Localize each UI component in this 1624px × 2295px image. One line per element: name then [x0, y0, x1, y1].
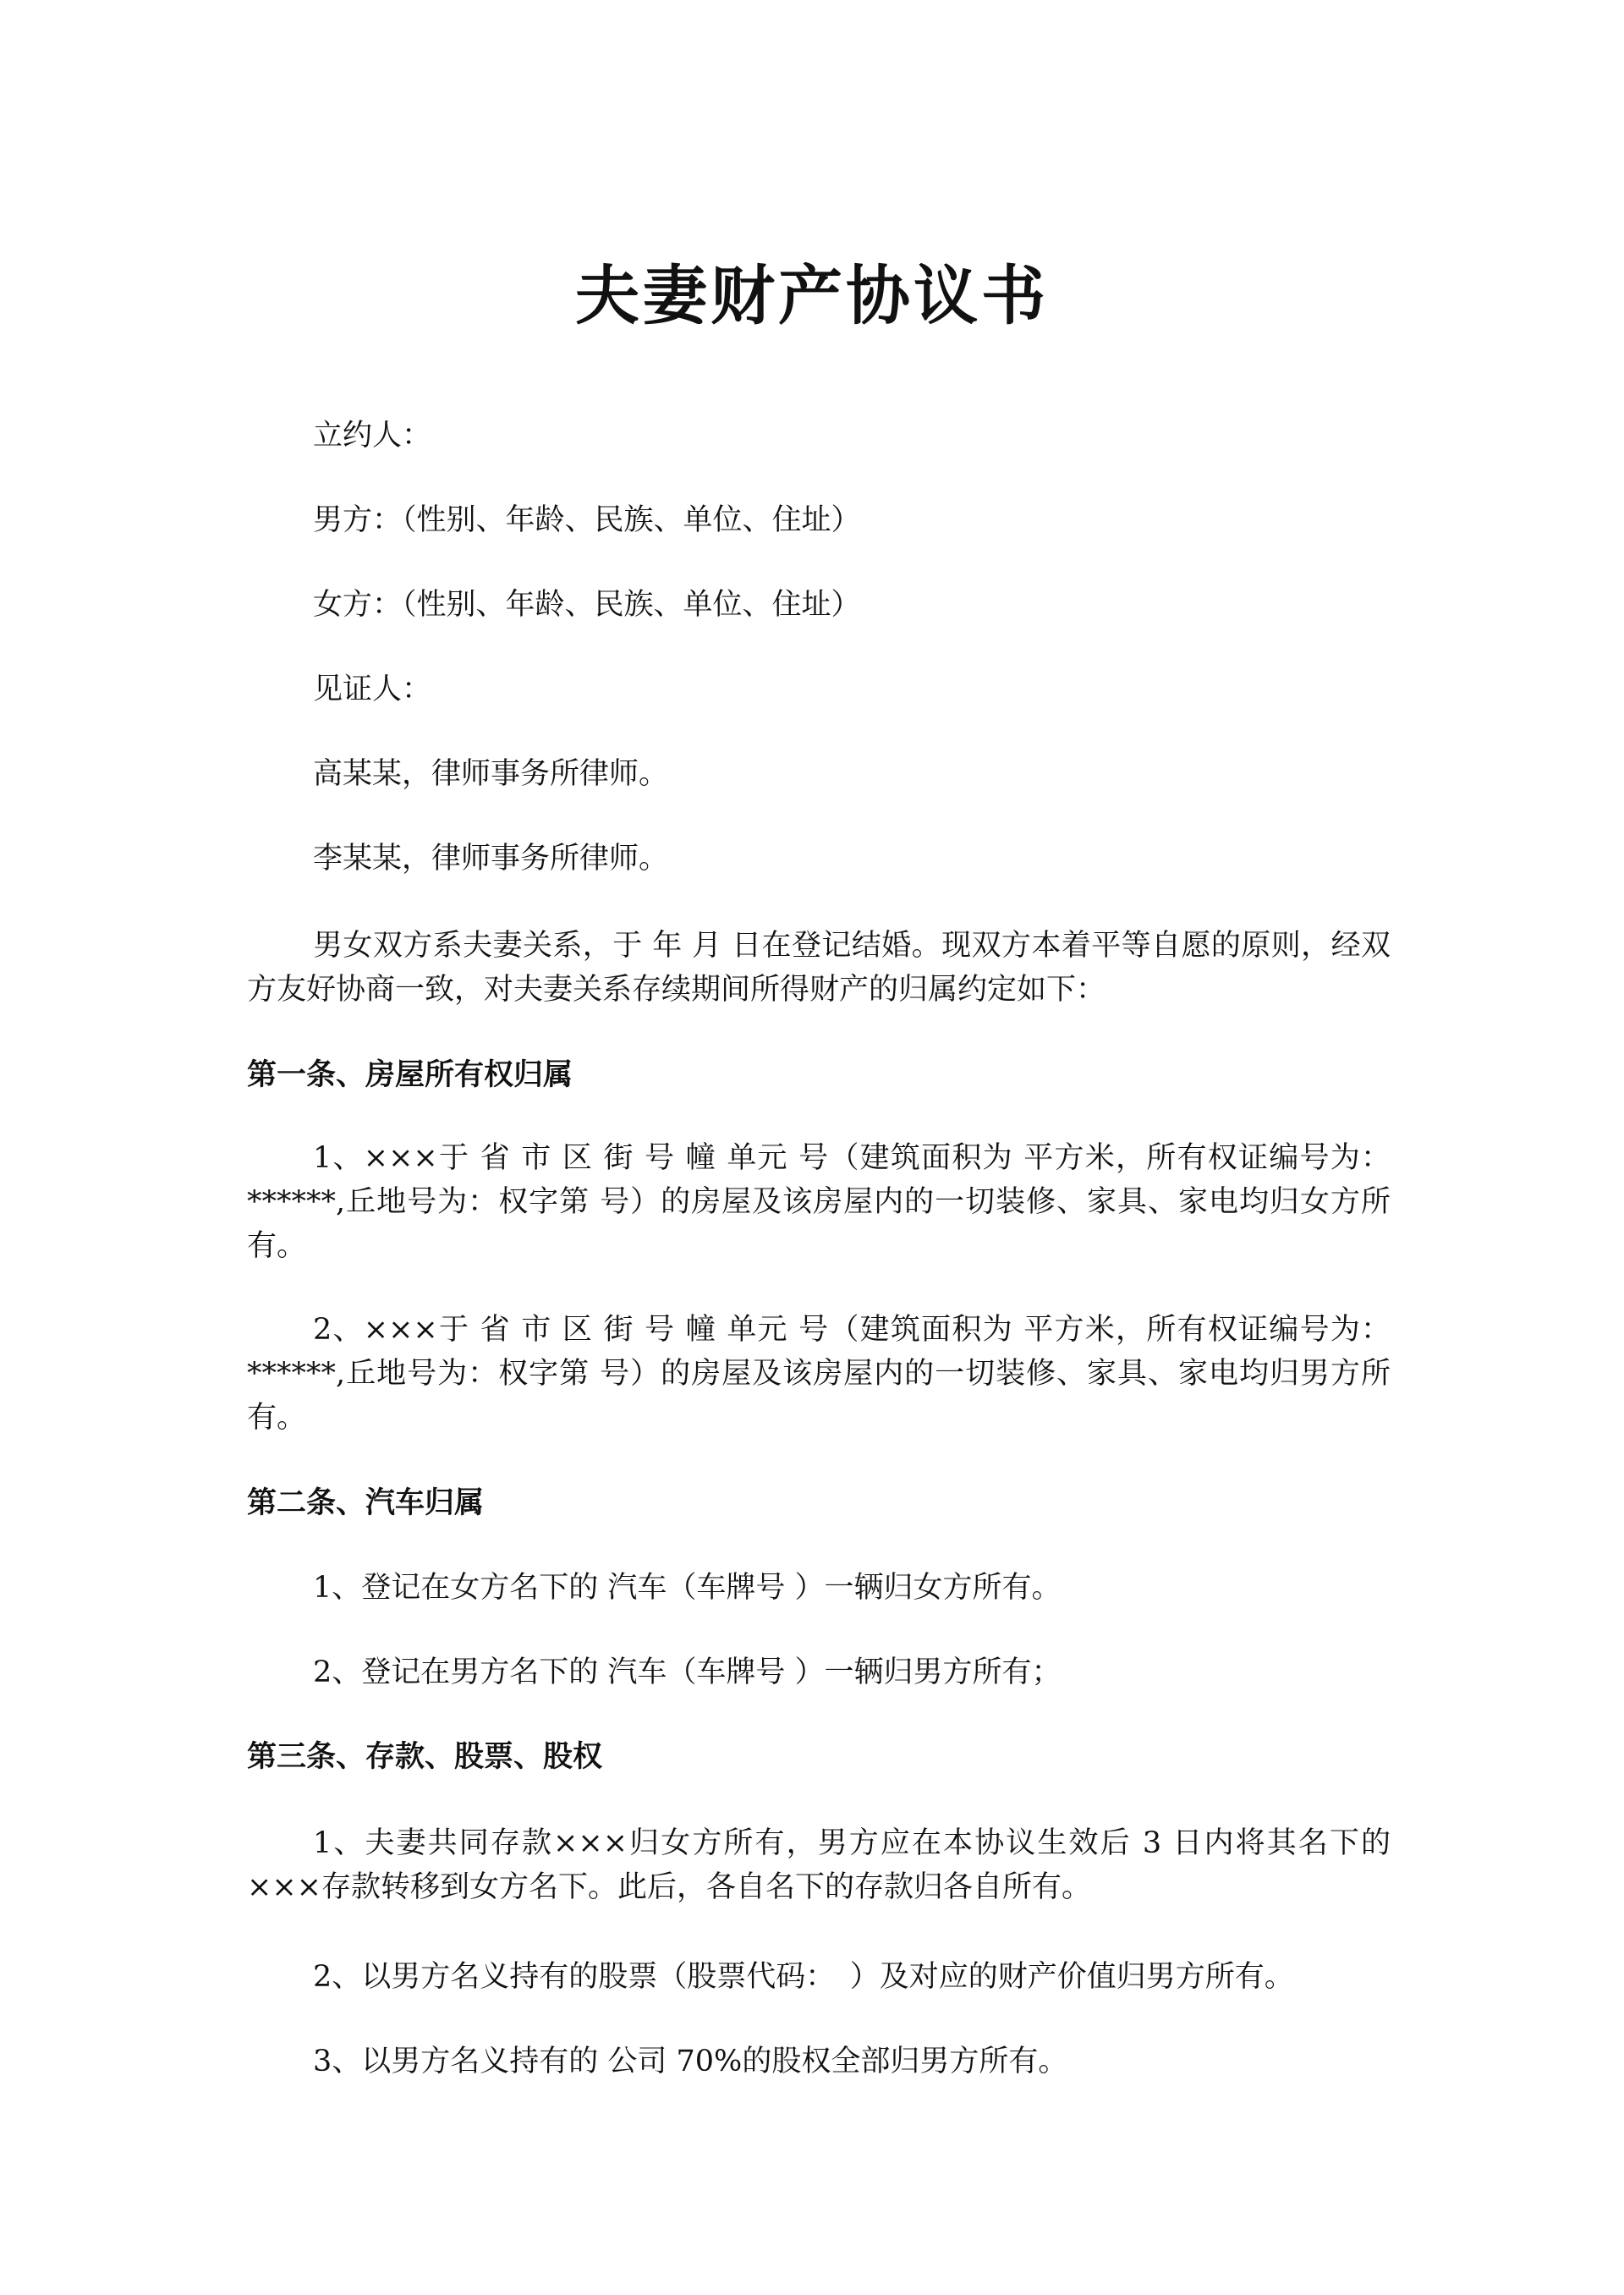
intro-paragraph: 男女双方系夫妻关系，于 年 月 日在登记结婚。现双方本着平等自愿的原则，经双方友好协商一致，对夫妻关系存续期间所得财产的归属约定如下： — [247, 929, 1391, 1007]
witness-line: 高某某，律师事务所律师。 — [313, 757, 669, 791]
document-title: 夫妻财产协议书 — [575, 258, 1049, 333]
clause-line: 1、登记在女方名下的 汽车（车牌号 ）一辆归女方所有。 — [313, 1571, 1062, 1605]
clause-paragraph: 1、夫妻共同存款×××归女方所有，男方应在本协议生效后 3 日内将其名下的×××存款转移到女方名下。此后，各自名下的存款归各自所有。 — [247, 1826, 1391, 1904]
section-heading: 第一条、房屋所有权归属 — [247, 1057, 573, 1092]
female-party-line: 女方：（性别、年龄、民族、单位、住址） — [313, 588, 861, 622]
section-heading: 第三条、存款、股票、股权 — [247, 1739, 603, 1774]
clause-paragraph: 1、×××于 省 市 区 街 号 幢 单元 号（建筑面积为 平方米，所有权证编号为：******,丘地号为：权字第 号）的房屋及该房屋内的一切装修、家具、家电均归女方所有。 — [247, 1141, 1391, 1263]
clause-line: 2、登记在男方名下的 汽车（车牌号 ）一辆归男方所有； — [313, 1655, 1062, 1689]
clause-line: 2、以男方名义持有的股票（股票代码： ）及对应的财产价值归男方所有。 — [313, 1960, 1294, 1994]
witness-line: 李某某，律师事务所律师。 — [313, 842, 669, 876]
parties-label: 立约人： — [313, 419, 432, 453]
section-heading: 第二条、汽车归属 — [247, 1485, 485, 1520]
clause-paragraph: 2、×××于 省 市 区 街 号 幢 单元 号（建筑面积为 平方米，所有权证编号为：******,丘地号为：权字第 号）的房屋及该房屋内的一切装修、家具、家电均归男方所有。 — [247, 1313, 1391, 1435]
clause-line: 3、以男方名义持有的 公司 70%的股权全部归男方所有。 — [313, 2045, 1068, 2078]
witness-label: 见证人： — [313, 673, 432, 706]
male-party-line: 男方：（性别、年龄、民族、单位、住址） — [313, 503, 861, 537]
